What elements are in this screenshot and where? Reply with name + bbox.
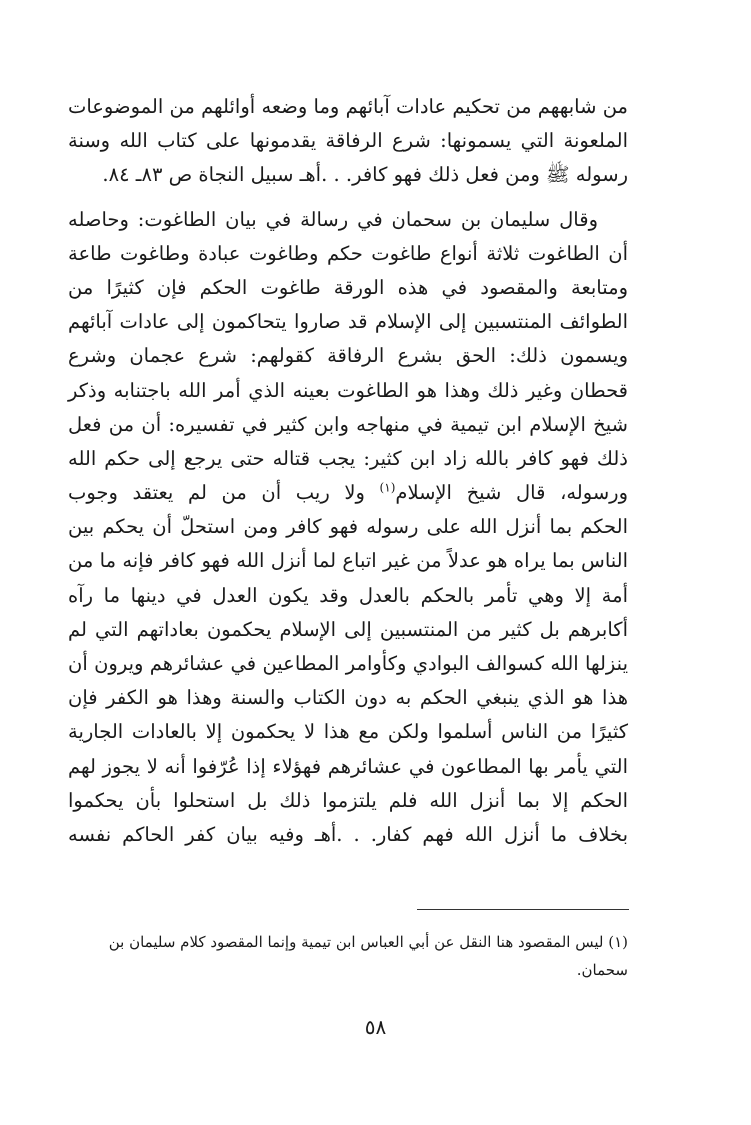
text-line: الطوائف المنتسبين إلى الإسلام قد صاروا يتحاكمون إلى عادات آبائهم	[68, 310, 628, 334]
footnote-divider	[417, 909, 629, 910]
text-line: ومتابعة والمقصود في هذه الورقة طاغوت الحكم فإن كثيرًا من	[68, 275, 628, 299]
text-line: الحكم إلا بما أنزل الله فلم يلتزموا ذلك بل استحلوا بأن يحكموا	[68, 788, 628, 812]
text-line: أمة إلا وهي تأمر بالحكم بالعدل وقد يكون العدل في دينها ما رآه	[68, 583, 628, 607]
text-line: كثيرًا من الناس أسلموا ولكن مع هذا لا يحكمون إلا بالعادات الجارية	[68, 720, 628, 744]
text-line: التي يأمر بها المطاعون في عشائرهم فهؤلاء إذا عُرّفوا أنه لا يجوز لهم	[68, 754, 628, 778]
text-line: قحطان وغير ذلك وهذا هو الطاغوت بعينه الذي أمر الله باجتنابه وذكر	[68, 378, 628, 402]
footnote	[68, 928, 628, 984]
paragraph-1	[68, 90, 628, 193]
footnote-reference[interactable]: (١)	[379, 480, 396, 495]
text-line: ويسمون ذلك: الحق بشرع الرفاقة كقولهم: شرع عجمان وشرع	[68, 344, 628, 368]
text-line: الحكم بما أنزل الله على رسوله فهو كافر ومن استحلّ أن يحكم بين	[68, 515, 628, 539]
text-line: الناس بما يراه هو عدلاً من غير اتباع لما أنزل الله فهو كافر فإنه ما من	[68, 549, 628, 573]
text-line: الملعونة التي يسمونها: شرع الرفاقة يقدمونها على كتاب الله وسنة	[68, 129, 628, 153]
text-line: أكابرهم بل كثير من المنتسبين إلى الإسلام يحكمون بعاداتهم التي لم	[68, 617, 628, 641]
footnote-marker: (١)	[608, 933, 628, 951]
text-line: من شابههم من تحكيم عادات آبائهم وما وضعه أوائلهم من الموضوعات	[68, 95, 628, 118]
body-text	[68, 90, 628, 852]
paragraph-gap	[68, 193, 628, 203]
text-segment: ولا ريب أن من لم يعتقد وجوب	[68, 481, 380, 505]
text-line: هذا هو الذي ينبغي الحكم به دون الكتاب والسنة وهذا هو الكفر فإن	[68, 686, 628, 710]
text-line: ينزلها الله كسوالف البوادي وكأوامر المطاعين في عشائرهم ويرون أن	[68, 652, 628, 675]
footnote-text: ليس المقصود هنا النقل عن أبي العباس ابن تيمية وإنما المقصود كلام سليمان بن سحمان.	[108, 933, 628, 979]
text-line: بخلاف ما أنزل الله فهم كفار. . .أهـ وفيه بيان كفر الحاكم نفسه	[68, 822, 628, 846]
text-line: شيخ الإسلام ابن تيمية في منهاجه وابن كثير في تفسيره: أن من فعل	[68, 412, 628, 436]
text-line: وقال سليمان بن سحمان في رسالة في بيان الطاغوت: وحاصله	[68, 207, 598, 231]
text-segment: ورسوله، قال شيخ الإسلام	[395, 481, 628, 505]
text-line: أن الطاغوت ثلاثة أنواع طاغوت حكم وطاغوت عبادة وطاغوت طاعة	[68, 241, 628, 265]
text-line: رسوله ﷺ ومن فعل ذلك فهو كافر. . .أهـ سبيل النجاة ص ٨٣ـ ٨٤.	[102, 163, 628, 187]
text-line-with-footnote	[68, 476, 628, 510]
page-number: ٥٨	[364, 1015, 387, 1039]
text-line: ذلك فهو كافر بالله زاد ابن كثير: يجب قتاله حتى يرجع إلى حكم الله	[68, 446, 628, 470]
paragraph-2	[68, 203, 628, 853]
